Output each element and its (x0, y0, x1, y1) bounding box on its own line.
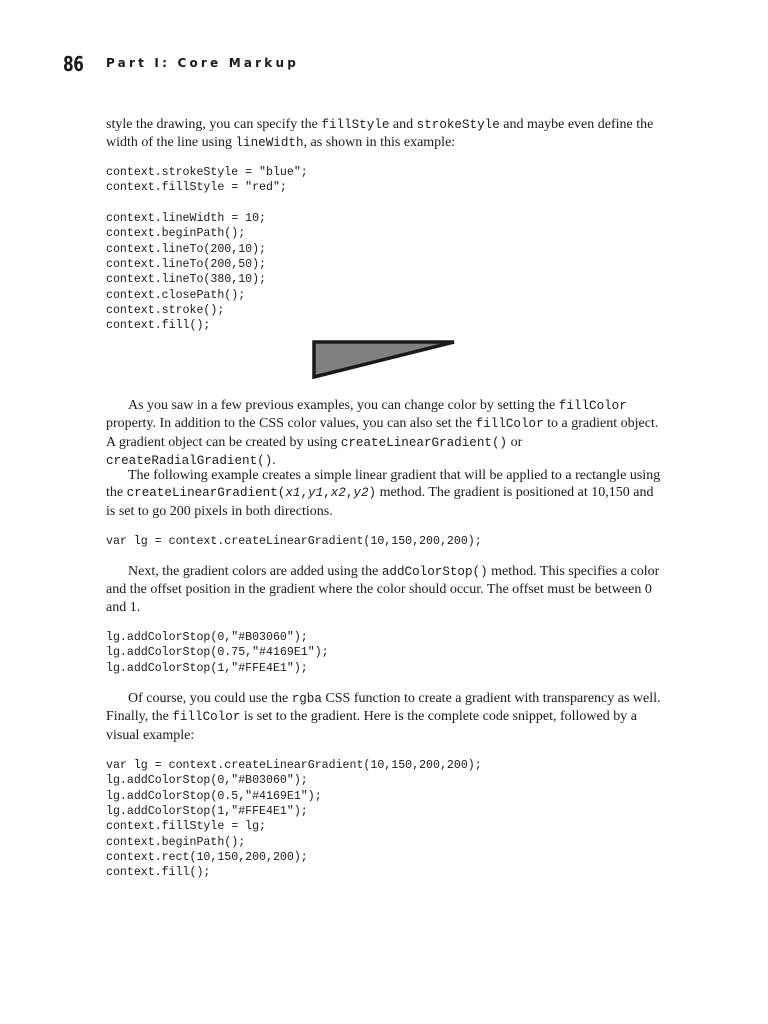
code-line: context.fillStyle = lg; (106, 820, 267, 834)
paragraph-linear-gradient: The following example creates a simple linear gradient that will be applied to a rectangle using the createLinearGradient(x1,y1,x2,y2) method. The gradient is positioned at 10,150 and is set to go 200 pixels in both directions. (106, 468, 661, 519)
code-line: var lg = context.createLinearGradient(10,150,200,200); (106, 759, 482, 772)
code-line: context.fill(); (106, 319, 211, 333)
paragraph-rgba: Of course, you could use the rgba CSS function to create a gradient with transparency as well. Finally, the fillColor is set to the gradient. Here is the complete code snippet, followed by a visual example: (106, 691, 661, 743)
code-line: lg.addColorStop(1,"#FFE4E1"); (106, 661, 308, 675)
code-line: context.beginPath(); (106, 835, 246, 849)
inline-code-fillcolor-3: fillColor (172, 710, 241, 725)
code-block-complete-snippet (106, 758, 482, 881)
inline-code-linewidth: lineWidth (235, 136, 304, 151)
inline-code-createradialgradient: createRadialGradient() (106, 453, 273, 468)
inline-code-fillcolor-2: fillColor (475, 417, 544, 432)
code-line: context.rect(10,150,200,200); (106, 851, 308, 865)
inline-sep-3: , (345, 486, 354, 501)
inline-sep-1: , (300, 486, 309, 501)
running-head: Part I: Core Markup (106, 56, 299, 70)
code-block-stroke-example (106, 165, 308, 334)
code-line: context.lineTo(200,10); (106, 242, 267, 256)
inline-code-createlineargradient: createLinearGradient() (340, 435, 508, 450)
code-line: lg.addColorStop(0,"#B03060"); (106, 631, 308, 644)
code-line: context.lineTo(380,10); (106, 273, 267, 287)
inline-param-y2: y2 (353, 486, 369, 501)
inline-code-method-open: createLinearGradient( (126, 486, 286, 501)
inline-code-strokestyle: strokeStyle (416, 118, 500, 132)
inline-param-y1: y1 (308, 486, 324, 501)
code-line: lg.addColorStop(1,"#FFE4E1"); (106, 805, 308, 819)
inline-code-fillcolor: fillColor (558, 399, 627, 413)
paragraph-intro: style the drawing, you can specify the fillStyle and strokeStyle and maybe even define the width of the line using lineWidth, as shown in this example: (106, 117, 654, 151)
inline-param-x1: x1 (285, 486, 301, 501)
code-line: context.strokeStyle = "blue"; (106, 166, 308, 179)
inline-sep-2: , (323, 486, 331, 501)
code-line: context.fillStyle = "red"; (106, 181, 287, 195)
triangle-figure (312, 340, 458, 380)
code-line: var lg = context.createLinearGradient(10,150,200,200); (106, 535, 482, 548)
paragraph-color-stops: Next, the gradient colors are added using the addColorStop() method. This specifies a color and the offset position in the gradient where the color should occur. The offset must be between 0 and 1. (106, 564, 660, 615)
code-line: context.beginPath(); (106, 227, 246, 241)
inline-code-addcolorstop: addColorStop() (381, 565, 488, 579)
page-number: 86 (63, 52, 84, 76)
triangle-shape (314, 342, 454, 377)
code-line: lg.addColorStop(0.75,"#4169E1"); (106, 646, 329, 660)
code-line: context.lineTo(200,50); (106, 258, 267, 272)
code-line: context.lineWidth = 10; (106, 212, 267, 226)
inline-code-fillstyle: fillStyle (321, 118, 390, 132)
code-line: context.fill(); (106, 866, 211, 880)
paragraph-fillcolor: As you saw in a few previous examples, you can change color by setting the fillColor property. In addition to the CSS color values, you can also set the fillColor to a gradient object. A gradient object can be created by using createLinearGradient() or createRadialGradient(). (106, 398, 659, 468)
inline-code-method-close: ) (368, 486, 377, 501)
code-block-create-gradient (106, 534, 482, 549)
code-line: lg.addColorStop(0,"#B03060"); (106, 774, 308, 788)
code-block-color-stops (106, 630, 329, 676)
inline-param-x2: x2 (330, 486, 346, 501)
code-line: lg.addColorStop(0.5,"#4169E1"); (106, 789, 322, 803)
inline-code-rgba: rgba (291, 692, 322, 706)
code-line: context.closePath(); (106, 288, 246, 302)
code-line: context.stroke(); (106, 304, 225, 318)
